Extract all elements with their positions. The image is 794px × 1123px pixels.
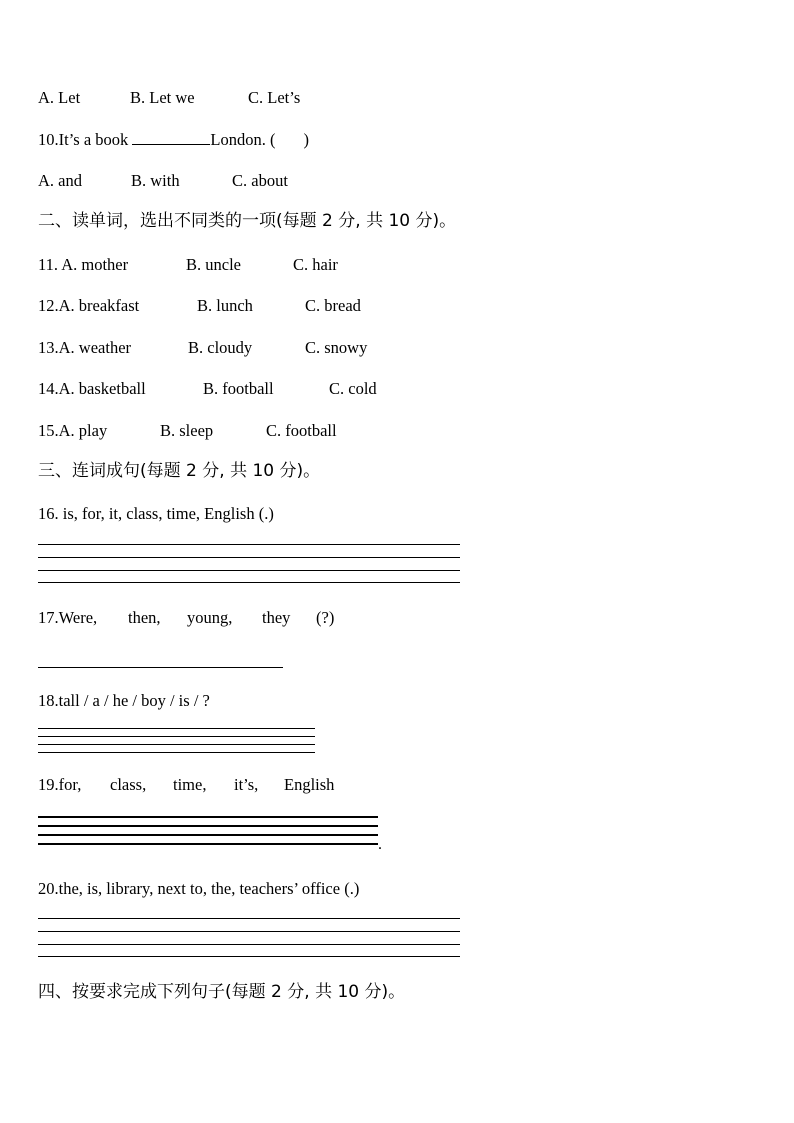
answer-line	[38, 557, 460, 558]
q15-option-b: B. sleep	[160, 421, 214, 440]
q11-option-c: C. hair	[293, 255, 338, 274]
answer-line	[38, 931, 460, 932]
q19-period: .	[378, 836, 382, 853]
answer-line	[38, 816, 378, 818]
q10-option-a: A. and	[38, 171, 82, 190]
q17-prompt	[38, 608, 335, 628]
section4-heading: 四、按要求完成下列句子(每题 2 分, 共 10 分)。	[38, 982, 406, 1002]
answer-line	[38, 544, 460, 545]
q10-question	[38, 130, 309, 150]
q15-option-a: 15.A. play	[38, 421, 108, 440]
q13-option-c: C. snowy	[305, 338, 368, 357]
q9-option-a: A. Let	[38, 88, 81, 107]
q17-word-2: then,	[128, 608, 161, 627]
answer-line	[38, 956, 460, 957]
section3-heading: 三、连词成句(每题 2 分, 共 10 分)。	[38, 461, 321, 481]
q13-option-a: 13.A. weather	[38, 338, 132, 357]
q19-word-3: time,	[173, 775, 207, 794]
answer-line	[38, 736, 315, 737]
q20-prompt: 20.the, is, library, next to, the, teachers’ office (.)	[38, 879, 360, 898]
q19-word-5: English	[284, 775, 335, 794]
answer-line	[38, 728, 315, 729]
q14-option-a: 14.A. basketball	[38, 379, 146, 398]
answer-line	[38, 918, 460, 919]
q19-prompt	[38, 775, 335, 795]
answer-line	[38, 744, 315, 745]
q12-option-c: C. bread	[305, 296, 361, 315]
q17-word-1: Were,	[58, 608, 98, 627]
section2-heading: 二、读单词，选出不同类的一项(每题 2 分, 共 10 分)。	[38, 211, 457, 231]
q10-number: 10.	[38, 130, 59, 149]
q10-option-c: C. about	[232, 171, 288, 190]
q19-word-2: class,	[110, 775, 147, 794]
q17-word-4: they	[262, 608, 291, 627]
q10-text-after: London. (	[210, 130, 276, 149]
answer-line	[38, 825, 378, 827]
q12-option-a: 12.A. breakfast	[38, 296, 140, 315]
answer-line	[38, 667, 283, 668]
q16-prompt: 16. is, for, it, class, time, English (.)	[38, 504, 274, 523]
q10-option-b: B. with	[131, 171, 180, 190]
q19-number: 19.	[38, 775, 59, 794]
answer-line	[38, 570, 460, 571]
answer-line	[38, 752, 315, 753]
answer-line	[38, 944, 460, 945]
q17-word-3: young,	[187, 608, 233, 627]
answer-line	[38, 582, 460, 583]
q14-option-b: B. football	[203, 379, 274, 398]
q14-option-c: C. cold	[329, 379, 377, 398]
q11-option-a: 11. A. mother	[38, 255, 129, 274]
answer-line	[38, 834, 378, 836]
q17-word-5: (?)	[316, 608, 335, 627]
q9-option-b: B. Let we	[130, 88, 195, 107]
q10-blank	[132, 130, 210, 145]
q11-option-b: B. uncle	[186, 255, 241, 274]
q13-option-b: B. cloudy	[188, 338, 253, 357]
q17-number: 17.	[38, 608, 59, 627]
q9-option-c: C. Let’s	[248, 88, 301, 107]
q18-prompt: 18.tall / a / he / boy / is / ?	[38, 691, 210, 710]
answer-line	[38, 843, 378, 845]
q10-text-before: It’s a book	[58, 130, 133, 149]
q15-option-c: C. football	[266, 421, 337, 440]
q19-word-4: it’s,	[234, 775, 259, 794]
q10-close-paren: )	[303, 130, 309, 149]
q19-word-1: for,	[58, 775, 82, 794]
q12-option-b: B. lunch	[197, 296, 253, 315]
